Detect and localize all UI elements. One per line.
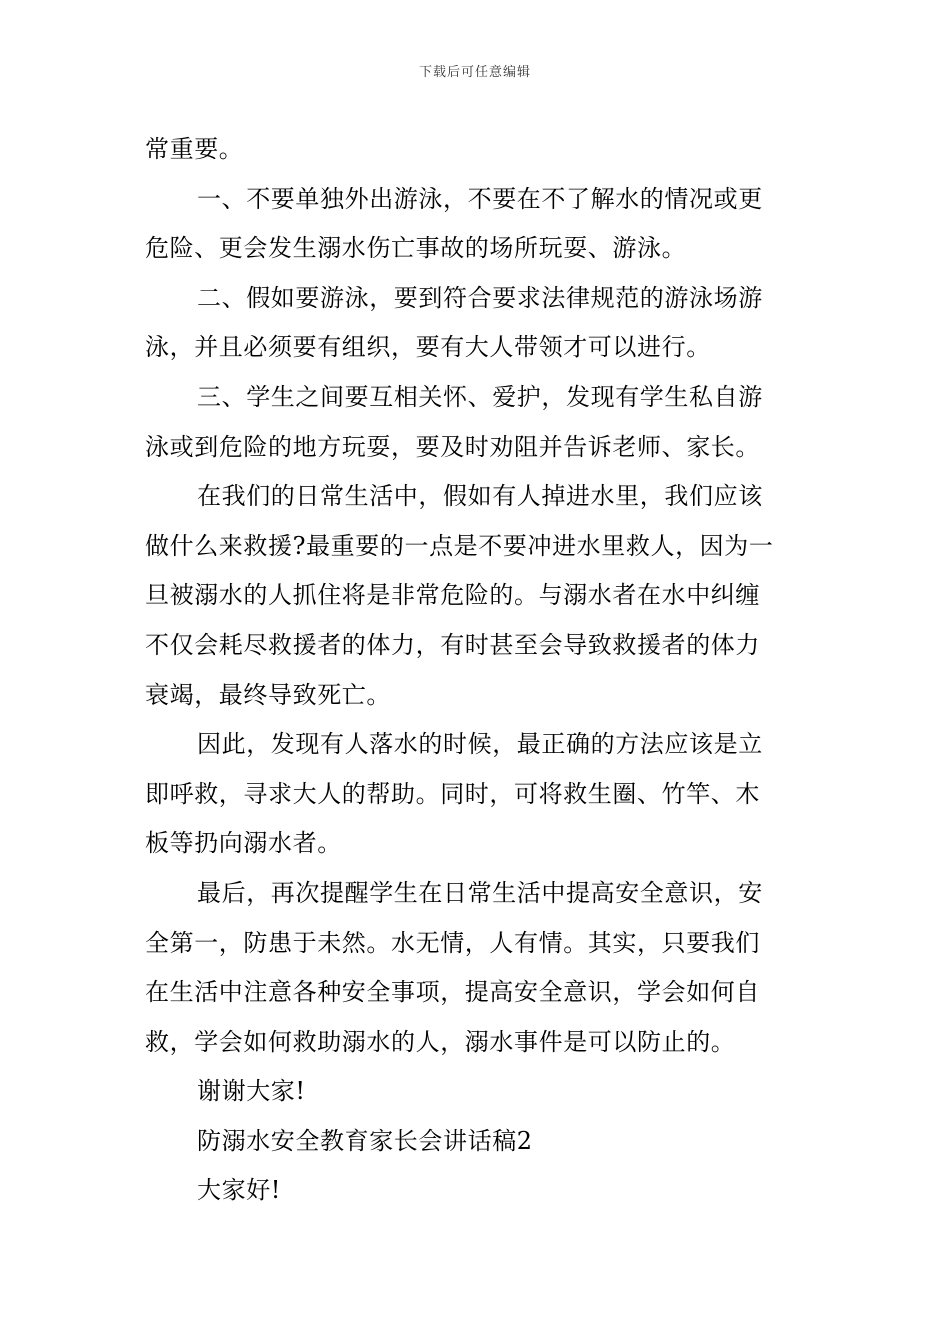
text-line: 危险、更会发生溺水伤亡事故的场所玩耍、游泳。	[145, 234, 687, 263]
page-header-note: 下载后可任意编辑	[418, 65, 531, 80]
text-line: 泳，并且必须要有组织，要有大人带领才可以进行。	[145, 333, 711, 362]
text-line: 全第一，防患于未然。水无情，人有情。其实，只要我们	[145, 928, 760, 957]
text-line: 即呼救，寻求大人的帮助。同时，可将救生圈、竹竿、木	[145, 779, 760, 808]
text-line: 旦被溺水的人抓住将是非常危险的。与溺水者在水中纠缠	[145, 581, 760, 610]
section-title: 防溺水安全教育家长会讲话稿2	[197, 1126, 533, 1155]
closing-thanks: 谢谢大家!	[197, 1077, 306, 1106]
text-line: 常重要。	[145, 135, 244, 163]
text-line: 板等扔向溺水者。	[145, 829, 342, 858]
text-line: 泳或到危险的地方玩耍，要及时劝阻并告诉老师、家长。	[145, 432, 760, 461]
text-line: 衰竭，最终导致死亡。	[145, 680, 391, 709]
text-line: 在我们的日常生活中，假如有人掉进水里，我们应该	[197, 482, 763, 511]
text-line: 因此，发现有人落水的时候，最正确的方法应该是立	[197, 730, 763, 759]
greeting: 大家好!	[197, 1176, 282, 1205]
text-line: 二、假如要游泳，要到符合要求法律规范的游泳场游	[197, 283, 763, 312]
text-line: 最后，再次提醒学生在日常生活中提高安全意识，安	[197, 878, 763, 907]
text-line: 不仅会耗尽救援者的体力，有时甚至会导致救援者的体力	[145, 630, 760, 659]
document-body	[145, 125, 810, 1216]
text-line: 在生活中注意各种安全事项，提高安全意识，学会如何自	[145, 978, 760, 1007]
text-line: 做什么来救援?最重要的一点是不要冲进水里救人，因为一	[145, 531, 774, 560]
text-line: 救，学会如何救助溺水的人，溺水事件是可以防止的。	[145, 1027, 736, 1056]
text-line: 一、不要单独外出游泳，不要在不了解水的情况或更	[197, 184, 763, 213]
text-line: 三、学生之间要互相关怀、爱护，发现有学生私自游	[197, 382, 763, 411]
